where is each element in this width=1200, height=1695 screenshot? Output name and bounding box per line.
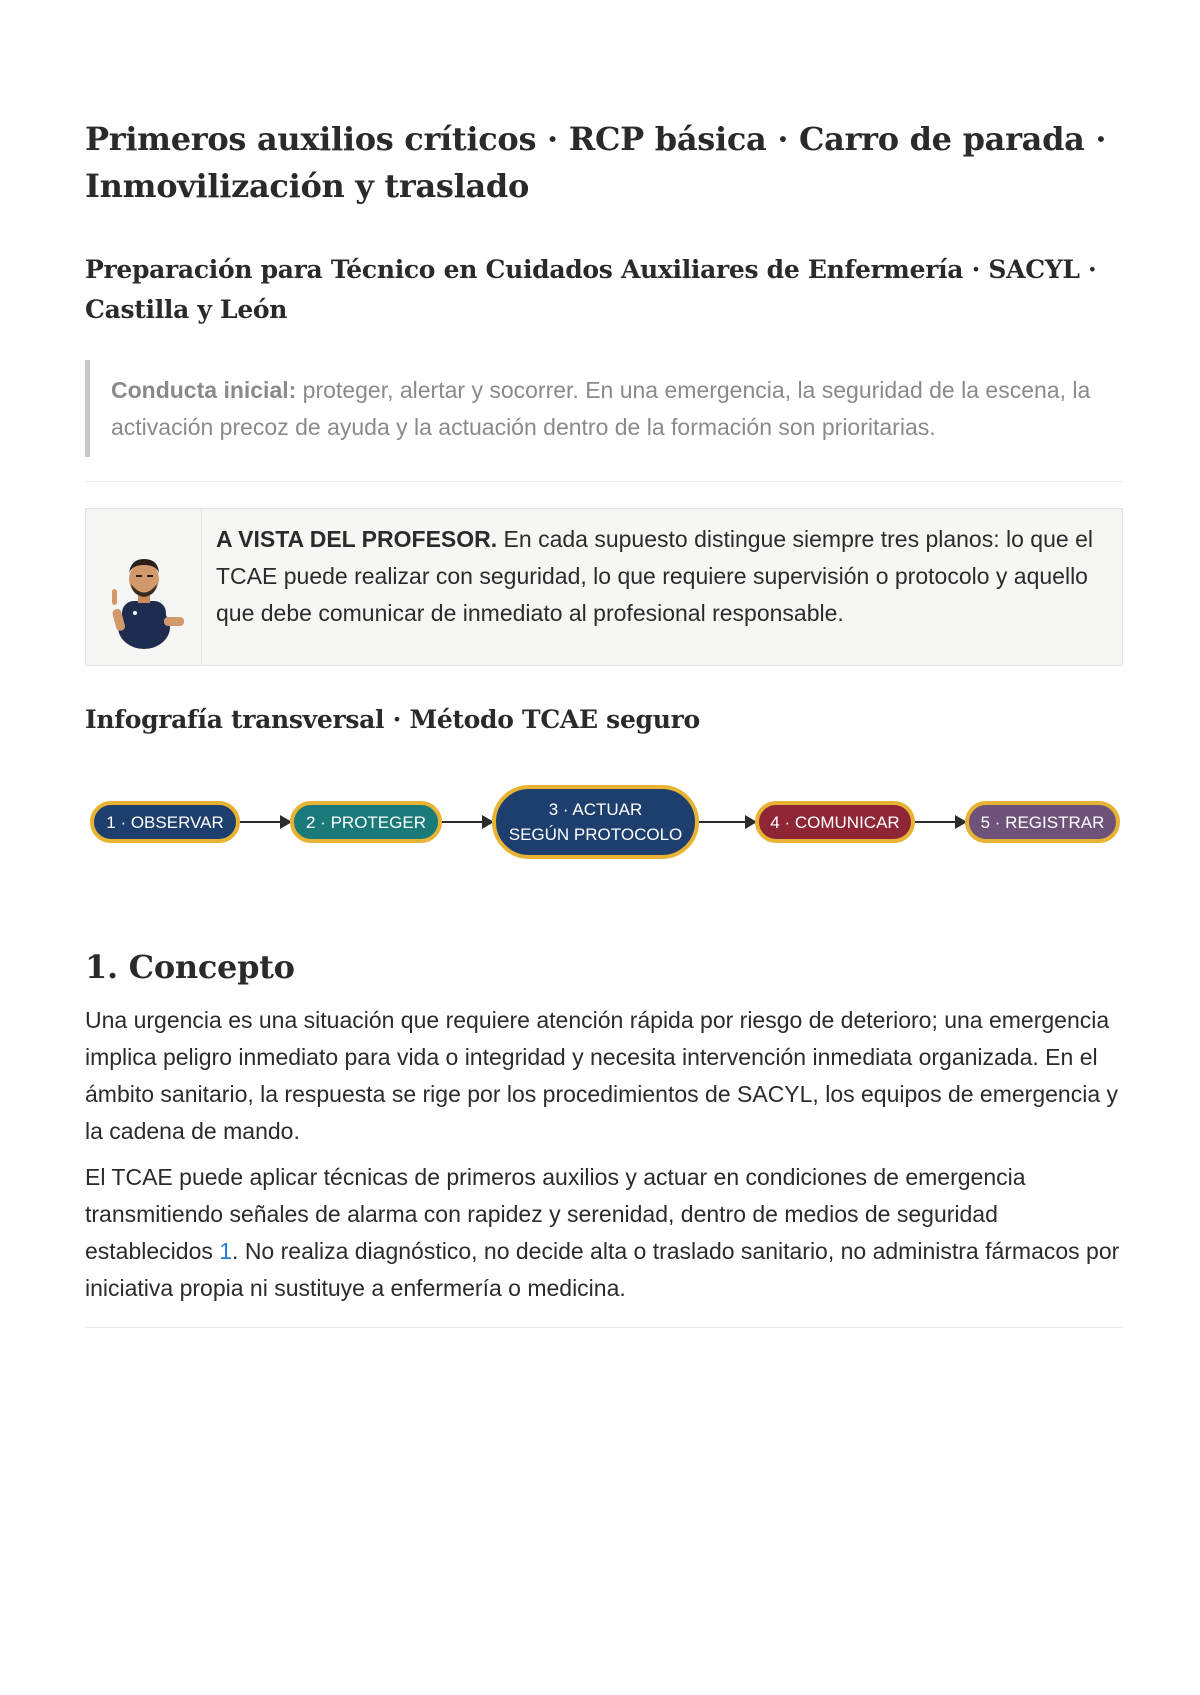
divider xyxy=(85,481,1123,482)
infographic-title: Infografía transversal · Método TCAE seguro xyxy=(85,705,700,734)
flow-arrow xyxy=(442,821,492,823)
paragraph-text: . No realiza diagnóstico, no decide alta o traslado sanitario, no administra fármacos por iniciativa propia ni sustituye a enfermería o medicina. xyxy=(85,1238,1120,1301)
teacher-note-text xyxy=(216,521,1111,632)
step-label: 4 · COMUNICAR xyxy=(770,812,900,832)
infographic-flow xyxy=(85,780,1123,860)
step-registrar xyxy=(965,801,1120,843)
step-label: 5 · REGISTRAR xyxy=(980,812,1105,832)
page-subtitle: Preparación para Técnico en Cuidados Auxiliares de Enfermería · SACYL · Castilla y León xyxy=(85,255,1097,324)
paragraph xyxy=(85,1159,1123,1307)
step-label: 3 · ACTUAR xyxy=(548,800,643,819)
step-label: 2 · PROTEGER xyxy=(306,812,426,832)
flow-arrow xyxy=(240,821,290,823)
teacher-note-label: A VISTA DEL PROFESOR. xyxy=(216,526,498,552)
step-actuar xyxy=(492,785,699,859)
step-label-secondary: SEGÚN PROTOCOLO xyxy=(508,825,683,844)
page-title: Primeros auxilios críticos · RCP básica · Carro de parada · Inmovilización y traslado xyxy=(85,120,1107,205)
paragraph: Una urgencia es una situación que requiere atención rápida por riesgo de deterioro; una emergencia implica peligro inmediato para vida o integridad y necesita intervención inmediata organizada. En el ámbito sanitario, la respuesta se rige por los procedimientos de SACYL, los equipos de emergencia y la cadena de mando. xyxy=(85,1007,1119,1144)
divider xyxy=(85,1327,1123,1328)
quote-label: Conducta inicial: xyxy=(111,377,297,403)
flow-arrow xyxy=(699,821,755,823)
step-observar xyxy=(90,801,240,843)
quote-text: proteger, alertar y socorrer. En una emergencia, la seguridad de la escena, la activación precoz de ayuda y la actuación dentro de la formación son prioritarias. xyxy=(111,377,1091,440)
flow-arrow xyxy=(915,821,965,823)
teacher-avatar-cell xyxy=(86,509,202,665)
reference-link[interactable]: 1 xyxy=(219,1238,233,1264)
intro-blockquote xyxy=(85,360,1123,457)
paragraph-text: El TCAE puede aplicar técnicas de primeros auxilios y actuar en condiciones de emergencia transmitiendo señales de alarma con rapidez y serenidad, dentro de medios de seguridad establecidos xyxy=(85,1164,1026,1264)
step-proteger xyxy=(290,801,442,843)
teacher-note-body: En cada supuesto distingue siempre tres planos: lo que el TCAE puede realizar con seguridad, lo que requiere supervisión o protocolo y aquello que debe comunicar de inmediato al profesional responsable. xyxy=(216,526,1093,626)
section-title: 1. Concepto xyxy=(85,948,295,986)
step-label: 1 · OBSERVAR xyxy=(106,812,224,832)
step-comunicar xyxy=(755,801,915,843)
teacher-note-box xyxy=(85,508,1123,666)
teacher-avatar-icon xyxy=(86,509,201,665)
